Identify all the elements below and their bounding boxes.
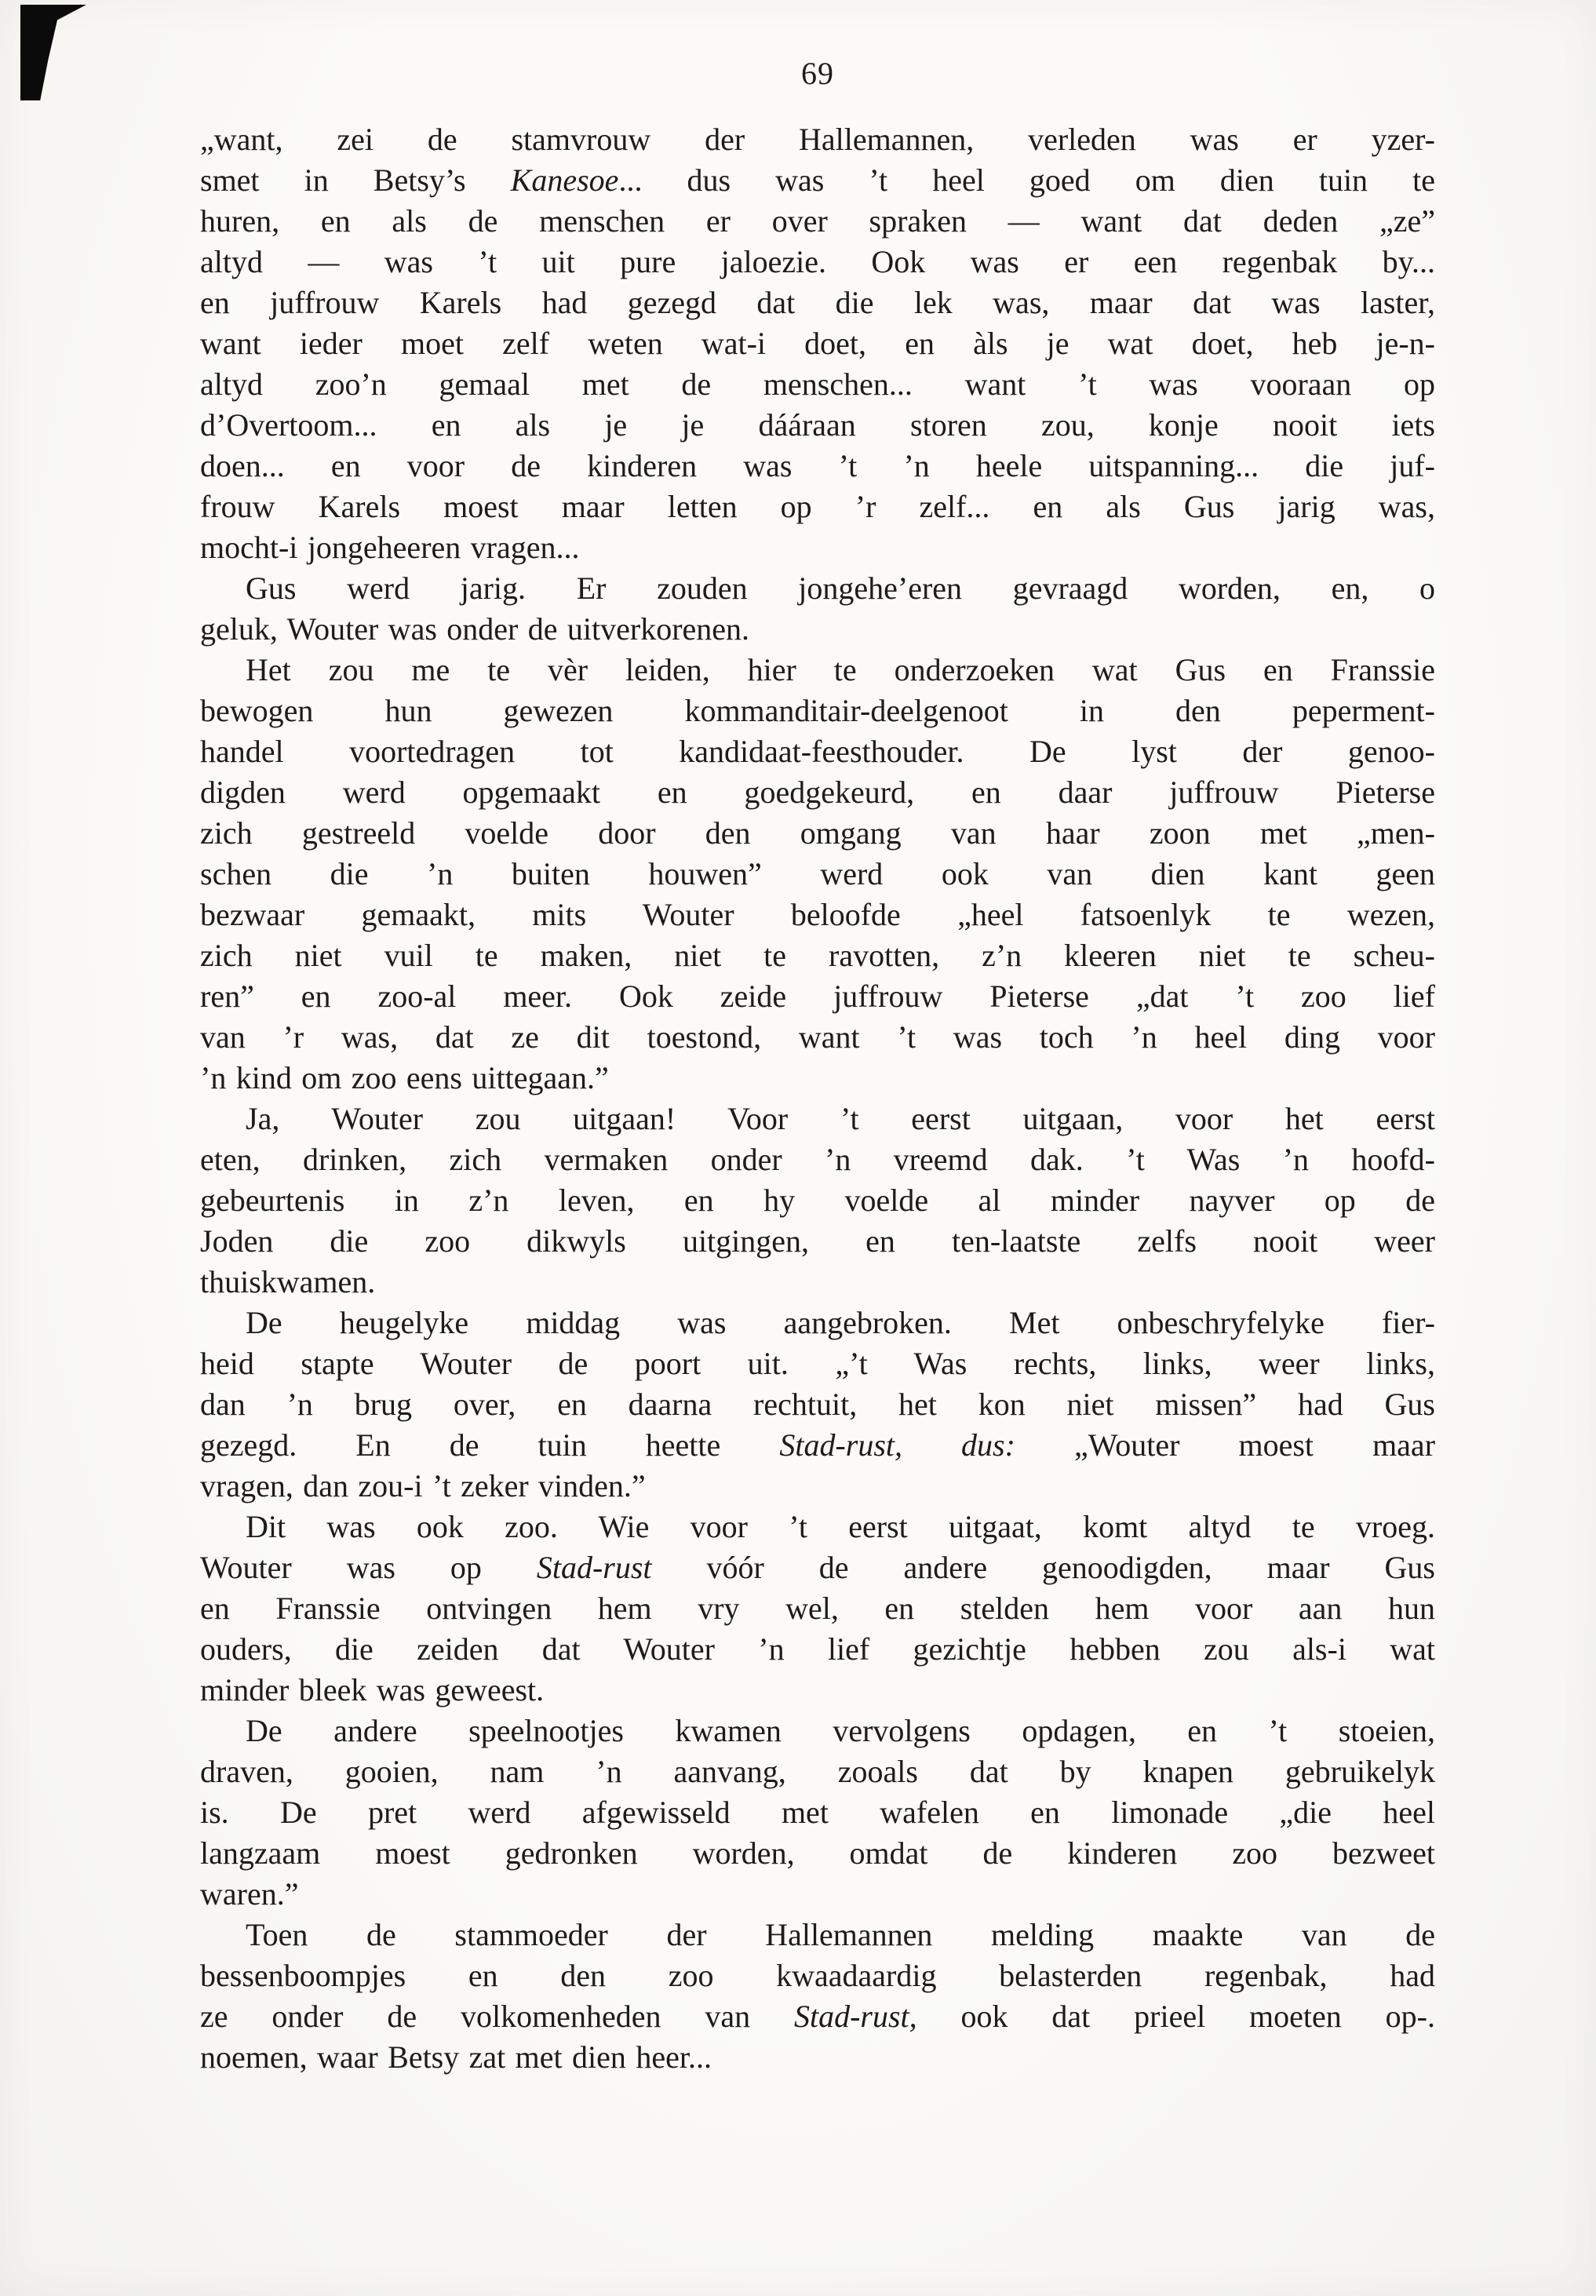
text-line — [200, 1425, 1435, 1466]
text-line — [200, 323, 1435, 364]
text-run: ook dat prieel moeten op-. — [916, 1999, 1435, 2034]
text-line — [200, 731, 1435, 772]
text-run: dan ’n brug over, en daarna rechtuit, het kon niet missen” had Gus — [200, 1387, 1435, 1422]
text-run: huren, en als de menschen er over spraken — want dat deden „ze” — [200, 203, 1435, 239]
text-line — [200, 895, 1435, 935]
text-run: Het zou me te vèr leiden, hier te onderzoeken wat Gus en Franssie — [246, 652, 1435, 687]
text-line — [200, 242, 1435, 282]
text-run: bewogen hun gewezen kommanditair-deelgenoot in den peperment- — [200, 693, 1435, 728]
paragraph — [200, 1915, 1435, 2078]
text-line — [200, 1670, 1435, 1711]
text-line — [200, 1058, 1435, 1099]
text-run: ren” en zoo-al meer. Ook zeide juffrouw Pieterse „dat ’t zoo lief — [200, 979, 1435, 1014]
text-run: gezegd. En de tuin heette — [200, 1427, 780, 1463]
text-line — [200, 201, 1435, 242]
text-line — [200, 1384, 1435, 1425]
text-run: geluk, Wouter was onder de uitverkorenen. — [200, 611, 750, 647]
page-number: 69 — [801, 56, 834, 91]
text-line — [200, 1588, 1435, 1629]
text-run: Toen de stammoeder der Hallemannen melding maakte van de — [246, 1917, 1435, 1952]
text-run: altyd — was ’t uit pure jaloezie. Ook was er een regenbak by... — [200, 244, 1435, 279]
text-line — [200, 1180, 1435, 1221]
text-line — [200, 568, 1435, 609]
text-run: altyd zoo’n gemaal met de menschen... want ’t was vooraan op — [200, 366, 1435, 402]
text-line — [200, 1017, 1435, 1058]
text-line — [200, 527, 1435, 568]
text-run: bezwaar gemaakt, mits Wouter beloofde „heel fatsoenlyk te wezen, — [200, 897, 1435, 932]
text-line — [200, 813, 1435, 854]
text-line — [200, 487, 1435, 527]
text-line — [200, 1751, 1435, 1792]
text-line — [200, 1547, 1435, 1588]
text-line — [200, 1792, 1435, 1833]
paragraph — [200, 1711, 1435, 1915]
text-run: draven, gooien, nam ’n aanvang, zooals dat by knapen gebruikelyk — [200, 1754, 1435, 1789]
text-run: want ieder moet zelf weten wat-i doet, en àls je wat doet, heb je-n- — [200, 326, 1435, 361]
paragraph — [200, 1507, 1435, 1711]
text-line — [200, 772, 1435, 813]
text-run: gebeurtenis in z’n leven, en hy voelde al minder nayver op de — [200, 1183, 1435, 1218]
text-run: bessenboompjes en den zoo kwaadaardig belasterden regenbak, had — [200, 1958, 1435, 1993]
text-line — [200, 1915, 1435, 1955]
text-run: zich gestreeld voelde door den omgang van haar zoon met „men- — [200, 815, 1435, 851]
text-run: Joden die zoo dikwyls uitgingen, en ten-laatste zelfs nooit weer — [200, 1223, 1435, 1259]
text-run: mocht-i jongeheeren vragen... — [200, 530, 580, 565]
text-run: vragen, dan zou-i ’t zeker vinden.” — [200, 1468, 646, 1503]
text-run: ze onder de volkomenheden van — [200, 1999, 794, 2034]
text-run: eten, drinken, zich vermaken onder ’n vreemd dak. ’t Was ’n hoofd- — [200, 1142, 1435, 1177]
text-line — [200, 1139, 1435, 1180]
text-run: vóór de andere genoodigden, maar Gus — [651, 1550, 1435, 1585]
text-line — [200, 691, 1435, 731]
text-line — [200, 1466, 1435, 1507]
text-run: handel voortedragen tot kandidaat-feesthouder. De lyst der genoo- — [200, 734, 1435, 769]
text-run: De heugelyke middag was aangebroken. Met onbeschryfelyke fier- — [246, 1305, 1435, 1340]
text-run: zich niet vuil te maken, niet te ravotten, z’n kleeren niet te scheu- — [200, 938, 1435, 973]
text-run: Wouter was op — [200, 1550, 537, 1585]
text-line — [200, 1711, 1435, 1751]
text-line — [200, 976, 1435, 1017]
italic-run: Stad-rust, — [793, 1999, 917, 2034]
text-line — [200, 1099, 1435, 1139]
text-line — [200, 1507, 1435, 1547]
text-run: „Wouter moest maar — [1015, 1427, 1436, 1463]
text-line — [200, 1221, 1435, 1262]
paragraph — [200, 568, 1435, 650]
text-run: van ’r was, dat ze dit toestond, want ’t was toch ’n heel ding voor — [200, 1019, 1435, 1055]
text-run: De andere speelnootjes kwamen vervolgens opdagen, en ’t stoeien, — [246, 1713, 1435, 1748]
text-run: schen die ’n buiten houwen” werd ook van dien kant geen — [200, 856, 1435, 891]
text-line — [200, 364, 1435, 405]
text-run: en juffrouw Karels had gezegd dat die lek was, maar dat was laster, — [200, 285, 1435, 320]
text-run: Dit was ook zoo. Wie voor ’t eerst uitgaat, komt altyd te vroeg. — [246, 1509, 1435, 1544]
text-line — [200, 119, 1435, 160]
paragraph — [200, 119, 1435, 568]
text-line — [200, 935, 1435, 976]
italic-run: Stad-rust — [536, 1550, 652, 1585]
text-line — [200, 1874, 1435, 1915]
text-line — [200, 1955, 1435, 1996]
text-run: en Franssie ontvingen hem vry wel, en stelden hem voor aan hun — [200, 1591, 1435, 1626]
paragraph — [200, 650, 1435, 1099]
paragraph — [200, 1099, 1435, 1303]
text-line — [200, 282, 1435, 323]
text-line — [200, 1303, 1435, 1343]
text-run: Ja, Wouter zou uitgaan! Voor ’t eerst uitgaan, voor het eerst — [246, 1101, 1435, 1136]
text-run: d’Overtoom... en als je je dááraan storen zou, konje nooit iets — [200, 407, 1435, 443]
text-run: ’n kind om zoo eens uittegaan.” — [200, 1060, 609, 1095]
italic-run: Kanesoe — [510, 162, 619, 198]
text-line — [200, 854, 1435, 895]
text-run: langzaam moest gedronken worden, omdat de kinderen zoo bezweet — [200, 1835, 1435, 1871]
text-line — [200, 1996, 1435, 2037]
text-run: „want, zei de stamvrouw der Hallemannen, verleden was er yzer- — [200, 122, 1435, 157]
text-line — [200, 650, 1435, 691]
text-line — [200, 1262, 1435, 1303]
italic-run: Stad-rust, dus: — [779, 1427, 1015, 1463]
text-line — [200, 405, 1435, 446]
text-run: heid stapte Wouter de poort uit. „’t Was rechts, links, weer links, — [200, 1346, 1435, 1381]
text-run: doen... en voor de kinderen was ’t ’n heele uitspanning... die juf- — [200, 448, 1435, 483]
text-line — [200, 1343, 1435, 1384]
text-run: ouders, die zeiden dat Wouter ’n lief gezichtje hebben zou als-i wat — [200, 1631, 1435, 1667]
text-run: digden werd opgemaakt en goedgekeurd, en daar juffrouw Pieterse — [200, 774, 1435, 810]
text-line — [200, 160, 1435, 201]
text-run: frouw Karels moest maar letten op ’r zelf... en als Gus jarig was, — [200, 489, 1435, 524]
text-line — [200, 446, 1435, 487]
text-run: ... dus was ’t heel goed om dien tuin te — [618, 162, 1435, 198]
scan-ink-mark — [20, 5, 86, 100]
paragraph — [200, 1303, 1435, 1507]
text-run: Gus werd jarig. Er zouden jongehe’eren gevraagd worden, en, o — [246, 570, 1435, 606]
text-line — [200, 609, 1435, 650]
text-run: minder bleek was geweest. — [200, 1672, 545, 1707]
text-line — [200, 1833, 1435, 1874]
text-run: noemen, waar Betsy zat met dien heer... — [200, 2039, 712, 2075]
text-block — [200, 119, 1435, 2078]
text-run: waren.” — [200, 1876, 299, 1912]
text-run: is. De pret werd afgewisseld met wafelen en limonade „die heel — [200, 1795, 1435, 1830]
text-line — [200, 1629, 1435, 1670]
text-run: thuiskwamen. — [200, 1264, 376, 1299]
text-run: smet in Betsy’s — [200, 162, 511, 198]
text-line — [200, 2037, 1435, 2078]
